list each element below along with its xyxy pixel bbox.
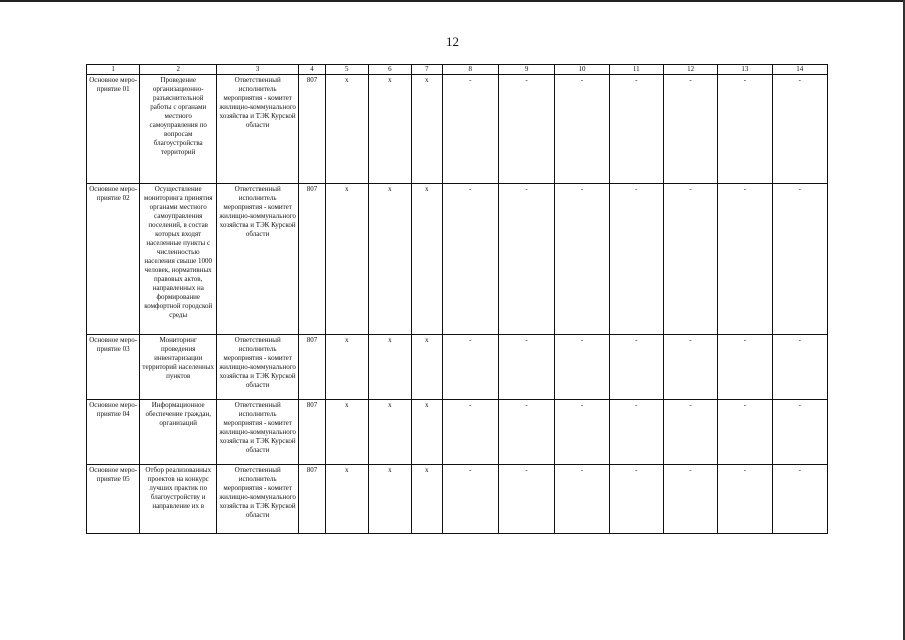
description-cell: Информационное обеспечение граждан, организаций	[140, 400, 217, 465]
value-cell: х	[368, 335, 411, 400]
table-row	[87, 400, 828, 465]
description-cell: Проведение организационно-разъяснительной работы с органами местного самоуправления по вопросам благоустройства территорий	[140, 75, 217, 184]
value-cell: -	[772, 465, 827, 534]
value-cell: -	[442, 335, 498, 400]
table-row	[87, 75, 828, 184]
table-row	[87, 184, 828, 335]
executor-cell: Ответственный исполнитель мероприятия - комитет жилищно-коммунального хозяйства и ТЭК Курской области	[217, 75, 299, 184]
activity-cell: Основное меро-приятие 05	[87, 465, 140, 534]
value-cell: х	[325, 75, 368, 184]
value-cell: -	[663, 465, 717, 534]
value-cell: -	[718, 400, 772, 465]
value-cell: -	[555, 465, 609, 534]
value-cell: х	[368, 184, 411, 335]
activities-table	[86, 64, 828, 534]
scan-top-edge	[0, 0, 905, 2]
executor-cell: Ответственный исполнитель мероприятия - комитет жилищно-коммунального хозяйства и ТЭК Курской области	[217, 465, 299, 534]
value-cell: -	[772, 335, 827, 400]
code-cell: 807	[299, 75, 326, 184]
page-number: 12	[446, 34, 459, 49]
header-cell: 10	[555, 65, 609, 75]
value-cell: -	[609, 465, 663, 534]
table-row	[87, 335, 828, 400]
value-cell: х	[368, 75, 411, 184]
header-cell: 12	[663, 65, 717, 75]
code-cell: 807	[299, 184, 326, 335]
value-cell: -	[442, 400, 498, 465]
activity-cell: Основное меро-приятие 02	[87, 184, 140, 335]
value-cell: х	[325, 335, 368, 400]
value-cell: -	[498, 335, 554, 400]
value-cell: х	[411, 75, 442, 184]
value-cell: -	[555, 184, 609, 335]
value-cell: -	[718, 335, 772, 400]
header-cell: 3	[217, 65, 299, 75]
executor-cell: Ответственный исполнитель мероприятия - комитет жилищно-коммунального хозяйства и ТЭК Курской области	[217, 400, 299, 465]
value-cell: х	[368, 465, 411, 534]
header-cell: 7	[411, 65, 442, 75]
description-cell: Отбор реализованных проектов на конкурс лучших практик по благоустройству и направление их в	[140, 465, 217, 534]
header-cell: 13	[718, 65, 772, 75]
code-cell: 807	[299, 335, 326, 400]
activity-cell: Основное меро-приятие 04	[87, 400, 140, 465]
value-cell: х	[325, 465, 368, 534]
value-cell: -	[498, 75, 554, 184]
value-cell: -	[498, 400, 554, 465]
value-cell: х	[368, 400, 411, 465]
value-cell: -	[772, 184, 827, 335]
value-cell: -	[442, 465, 498, 534]
table-row	[87, 465, 828, 534]
header-cell: 9	[498, 65, 554, 75]
header-cell: 5	[325, 65, 368, 75]
value-cell: -	[663, 75, 717, 184]
value-cell: -	[498, 465, 554, 534]
description-cell: Мониторинг проведения инвентаризации территорий населенных пунктов	[140, 335, 217, 400]
header-row	[87, 65, 828, 75]
activity-cell: Основное меро-приятие 01	[87, 75, 140, 184]
value-cell: -	[718, 465, 772, 534]
value-cell: х	[325, 400, 368, 465]
value-cell: -	[663, 335, 717, 400]
value-cell: -	[609, 400, 663, 465]
header-cell: 4	[299, 65, 326, 75]
value-cell: -	[718, 184, 772, 335]
value-cell: -	[555, 400, 609, 465]
value-cell: -	[609, 335, 663, 400]
description-cell: Осуществление мониторинга принятия органами местного самоуправления поселений, в состав которых входят населенные пункты с численностью населения свыше 1000 человек, нормативных правовых актов, направленных на формирование комфортной городской среды	[140, 184, 217, 335]
value-cell: х	[411, 184, 442, 335]
code-cell: 807	[299, 400, 326, 465]
value-cell: -	[772, 400, 827, 465]
value-cell: х	[325, 184, 368, 335]
header-cell: 6	[368, 65, 411, 75]
value-cell: -	[609, 184, 663, 335]
executor-cell: Ответственный исполнитель мероприятия - комитет жилищно-коммунального хозяйства и ТЭК Курской области	[217, 184, 299, 335]
header-cell: 11	[609, 65, 663, 75]
header-cell: 14	[772, 65, 827, 75]
code-cell: 807	[299, 465, 326, 534]
value-cell: х	[411, 400, 442, 465]
header-cell: 8	[442, 65, 498, 75]
header-cell: 2	[140, 65, 217, 75]
value-cell: -	[498, 184, 554, 335]
value-cell: -	[663, 184, 717, 335]
value-cell: х	[411, 465, 442, 534]
value-cell: -	[772, 75, 827, 184]
value-cell: х	[411, 335, 442, 400]
value-cell: -	[442, 184, 498, 335]
executor-cell: Ответственный исполнитель мероприятия - комитет жилищно-коммунального хозяйства и ТЭК Курской области	[217, 335, 299, 400]
value-cell: -	[555, 335, 609, 400]
value-cell: -	[663, 400, 717, 465]
value-cell: -	[555, 75, 609, 184]
value-cell: -	[609, 75, 663, 184]
value-cell: -	[718, 75, 772, 184]
header-cell: 1	[87, 65, 140, 75]
value-cell: -	[442, 75, 498, 184]
activity-cell: Основное меро-приятие 03	[87, 335, 140, 400]
